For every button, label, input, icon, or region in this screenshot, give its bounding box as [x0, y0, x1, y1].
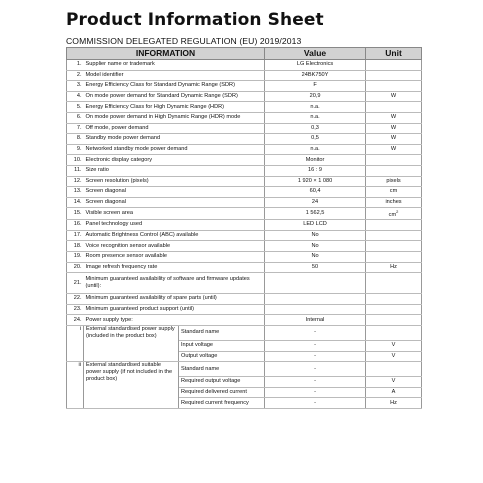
table-row	[67, 165, 422, 176]
table-row	[67, 197, 422, 208]
row-unit-superscript: 2	[396, 209, 399, 215]
row-label: On mode power demand in High Dynamic Range (HDR) mode	[84, 112, 265, 123]
information-table	[66, 47, 422, 409]
table-row	[67, 91, 422, 102]
row-label: Minimum guaranteed product support (until)	[84, 304, 265, 315]
row-value	[265, 304, 366, 315]
row-unit	[366, 273, 422, 294]
row-value: Internal	[265, 315, 366, 326]
row-unit	[366, 241, 422, 252]
row-label: Image refresh frequency rate	[84, 262, 265, 273]
row-label: Screen resolution (pixels)	[84, 176, 265, 187]
row-unit-text: Hz	[390, 263, 397, 270]
row-label: Voice recognition sensor available	[84, 241, 265, 252]
row-number: 3.	[67, 81, 84, 92]
power-supply-field-label: Input voltage	[179, 340, 265, 351]
power-supply-field-value: -	[265, 325, 366, 340]
power-supply-field-value: -	[265, 362, 366, 377]
table-row	[67, 81, 422, 92]
row-number: 11.	[67, 165, 84, 176]
row-unit	[366, 70, 422, 81]
row-label: Energy Efficiency Class for High Dynamic Range (HDR)	[84, 102, 265, 113]
row-unit	[366, 155, 422, 166]
table-row	[67, 273, 422, 294]
row-unit	[366, 123, 422, 134]
row-unit-text: W	[390, 114, 397, 121]
row-unit	[366, 251, 422, 262]
row-unit-text: cm	[388, 212, 397, 219]
row-value: 0,5	[265, 134, 366, 145]
row-label: Minimum guaranteed availability of software and firmware updates (until):	[84, 273, 265, 294]
row-value: No	[265, 251, 366, 262]
row-number: 20.	[67, 262, 84, 273]
row-number: 13.	[67, 187, 84, 198]
row-label: Room presence sensor available	[84, 251, 265, 262]
row-unit	[366, 230, 422, 241]
row-value: 16 : 9	[265, 165, 366, 176]
row-value: No	[265, 230, 366, 241]
row-value: 1 920 × 1 080	[265, 176, 366, 187]
power-supply-field-label: Standard name	[179, 325, 265, 340]
row-number: 7.	[67, 123, 84, 134]
row-unit	[366, 262, 422, 273]
row-label: Off mode, power demand	[84, 123, 265, 134]
table-row	[67, 123, 422, 134]
row-label: Size ratio	[84, 165, 265, 176]
table-row	[67, 176, 422, 187]
row-value: 24BK750Y	[265, 70, 366, 81]
regulation-subtitle: COMMISSION DELEGATED REGULATION (EU) 2019/2013	[66, 36, 302, 46]
table-row	[67, 294, 422, 305]
row-number: 5.	[67, 102, 84, 113]
power-supply-field-unit	[366, 325, 422, 340]
row-unit	[366, 197, 422, 208]
table-body	[67, 60, 422, 409]
row-number: 14.	[67, 197, 84, 208]
row-value: Monitor	[265, 155, 366, 166]
row-label: Standby mode power demand	[84, 134, 265, 145]
row-unit	[366, 165, 422, 176]
row-number: 8.	[67, 134, 84, 145]
power-supply-field-value: -	[265, 387, 366, 398]
table-row	[67, 144, 422, 155]
row-label: Networked standby mode power demand	[84, 144, 265, 155]
power-supply-field-label: Required output voltage	[179, 377, 265, 388]
row-number: 12.	[67, 176, 84, 187]
column-header-unit: Unit	[366, 48, 422, 60]
product-information-sheet	[66, 10, 421, 409]
power-supply-description: External standardised suitable power supply (if not included in the product box)	[84, 362, 179, 409]
row-value: 0,3	[265, 123, 366, 134]
row-number: 10.	[67, 155, 84, 166]
row-value: LG Electronics	[265, 60, 366, 71]
row-label: On mode power demand for Standard Dynamic Range (SDR)	[84, 91, 265, 102]
table-row	[67, 60, 422, 71]
row-number: 23.	[67, 304, 84, 315]
row-unit-text: pixels	[386, 177, 401, 184]
row-label: Supplier name or trademark	[84, 60, 265, 71]
table-row	[67, 304, 422, 315]
row-number: 17.	[67, 230, 84, 241]
power-supply-field-unit	[366, 362, 422, 377]
row-value	[265, 273, 366, 294]
table-row	[67, 102, 422, 113]
row-unit	[366, 220, 422, 231]
row-number: 15.	[67, 208, 84, 220]
row-unit	[366, 315, 422, 326]
table-header-row	[67, 48, 422, 60]
row-unit	[366, 304, 422, 315]
row-number: 2.	[67, 70, 84, 81]
row-unit-text: W	[390, 93, 397, 100]
row-label: Energy Efficiency Class for Standard Dynamic Range (SDR)	[84, 81, 265, 92]
row-value: F	[265, 81, 366, 92]
row-value	[265, 294, 366, 305]
table-row	[67, 262, 422, 273]
table-row	[67, 208, 422, 220]
table-row	[67, 155, 422, 166]
row-unit	[366, 81, 422, 92]
power-supply-field-unit: V	[366, 351, 422, 362]
power-supply-field-value: -	[265, 398, 366, 409]
row-unit	[366, 102, 422, 113]
power-supply-field-unit: V	[366, 340, 422, 351]
row-value: 60,4	[265, 187, 366, 198]
power-supply-field-label: Required delivered current	[179, 387, 265, 398]
row-unit	[366, 91, 422, 102]
row-unit	[366, 208, 422, 220]
row-number: 18.	[67, 241, 84, 252]
row-unit	[366, 176, 422, 187]
power-supply-field-value: -	[265, 377, 366, 388]
row-label: Automatic Brightness Control (ABC) available	[84, 230, 265, 241]
row-number: 4.	[67, 91, 84, 102]
row-value: LED LCD	[265, 220, 366, 231]
power-supply-marker: ii	[67, 362, 84, 409]
table-row	[67, 134, 422, 145]
row-unit-text: cm	[389, 188, 398, 195]
power-supply-field-value: -	[265, 340, 366, 351]
row-value: 1 562,5	[265, 208, 366, 220]
row-number: 16.	[67, 220, 84, 231]
row-value: n.a.	[265, 112, 366, 123]
row-unit-text: W	[390, 124, 397, 131]
row-label: Panel technology used	[84, 220, 265, 231]
row-unit-text: inches	[385, 199, 402, 206]
power-supply-marker: i	[67, 325, 84, 361]
row-label: Screen diagonal	[84, 187, 265, 198]
row-number: 24.	[67, 315, 84, 326]
row-value: n.a.	[265, 144, 366, 155]
table-row	[67, 315, 422, 326]
power-supply-field-label: Required current frequency	[179, 398, 265, 409]
row-value: 24	[265, 197, 366, 208]
power-supply-field-unit: V	[366, 377, 422, 388]
table-row	[67, 112, 422, 123]
table-row	[67, 70, 422, 81]
row-value: No	[265, 241, 366, 252]
page-title: Product Information Sheet	[66, 10, 324, 30]
power-supply-field-value: -	[265, 351, 366, 362]
table-row	[67, 251, 422, 262]
table-row	[67, 230, 422, 241]
table-row	[67, 220, 422, 231]
power-supply-field-unit: Hz	[366, 398, 422, 409]
row-unit-text: W	[390, 135, 397, 142]
row-number: 1.	[67, 60, 84, 71]
row-value: 20,9	[265, 91, 366, 102]
row-number: 9.	[67, 144, 84, 155]
row-number: 22.	[67, 294, 84, 305]
row-label: Electronic display category	[84, 155, 265, 166]
row-label: Power supply type:	[84, 315, 265, 326]
row-unit	[366, 112, 422, 123]
power-supply-field-label: Output voltage	[179, 351, 265, 362]
row-value: 50	[265, 262, 366, 273]
row-label: Minimum guaranteed availability of spare parts (until)	[84, 294, 265, 305]
row-number: 6.	[67, 112, 84, 123]
column-header-information: INFORMATION	[67, 48, 265, 60]
table-row	[67, 241, 422, 252]
power-supply-description: External standardised power supply (included in the product box)	[84, 325, 179, 361]
row-number: 19.	[67, 251, 84, 262]
column-header-value: Value	[265, 48, 366, 60]
table-row	[67, 187, 422, 198]
row-unit	[366, 144, 422, 155]
row-label: Screen diagonal	[84, 197, 265, 208]
row-number: 21.	[67, 273, 84, 294]
row-label: Visible screen area	[84, 208, 265, 220]
power-supply-field-label: Standard name	[179, 362, 265, 377]
row-unit-text: W	[390, 146, 397, 153]
row-unit	[366, 294, 422, 305]
row-unit	[366, 60, 422, 71]
row-unit	[366, 187, 422, 198]
row-value: n.a.	[265, 102, 366, 113]
power-supply-row	[67, 325, 422, 340]
power-supply-row	[67, 362, 422, 377]
power-supply-field-unit: A	[366, 387, 422, 398]
row-unit	[366, 134, 422, 145]
row-label: Model identifier	[84, 70, 265, 81]
